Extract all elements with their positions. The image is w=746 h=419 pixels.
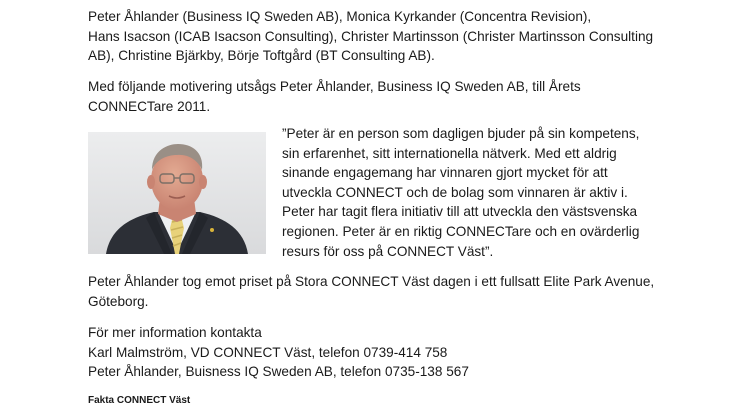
text-line: Med följande motivering utsågs Peter Åhlander, Business IQ Sweden AB, till Årets xyxy=(88,79,581,94)
participants-paragraph xyxy=(88,7,653,66)
quote-line: regionen. Peter är en riktig CONNECTare och en ovärderlig xyxy=(282,223,640,239)
portrait-illustration xyxy=(88,132,266,254)
quote-line: ”Peter är en person som dagligen bjuder på sin kompetens, xyxy=(282,126,640,141)
quote-line: resurs för oss på CONNECT Väst”. xyxy=(282,243,494,259)
text-line: Hans Isacson (ICAB Isacson Consulting), Christer Martinsson (Christer Martinsson Consulting xyxy=(88,28,654,44)
text-line: För mer information kontakta xyxy=(88,325,262,340)
text-line: Peter Åhlander tog emot priset på Stora CONNECT Väst dagen i ett fullsatt Elite Park Avenue, xyxy=(88,274,655,289)
quote-line: Peter har tagit flera initiativ till att utveckla den västsvenska xyxy=(282,204,638,220)
portrait-photo xyxy=(88,132,266,254)
quote-line: utveckla CONNECT och de bolag som vinnaren är aktiv i. xyxy=(282,184,628,200)
motivation-quote xyxy=(282,124,639,261)
text-line: CONNECTare 2011. xyxy=(88,98,211,114)
text-line: AB), Christine Bjärkby, Börje Toftgård (BT Consulting AB). xyxy=(88,48,435,64)
text-line: Peter Åhlander (Business IQ Sweden AB), Monica Kyrkander (Concentra Revision), xyxy=(88,9,592,24)
motivation-intro-paragraph xyxy=(88,77,581,116)
quote-line: sin erfarenhet, sitt internationella nätverk. Med ett aldrig xyxy=(282,145,617,161)
award-event-paragraph xyxy=(88,272,654,311)
text-line: Göteborg. xyxy=(88,293,149,309)
text-line: Karl Malmström, VD CONNECT Väst, telefon 0739-414 758 xyxy=(88,344,448,360)
contact-paragraph xyxy=(88,323,469,382)
facts-heading: Fakta CONNECT Väst xyxy=(88,395,191,406)
quote-line: sinande engagemang har vinnaren gjort mycket för att xyxy=(282,165,608,181)
text-line: Peter Åhlander, Buisness IQ Sweden AB, telefon 0735-138 567 xyxy=(88,364,469,380)
